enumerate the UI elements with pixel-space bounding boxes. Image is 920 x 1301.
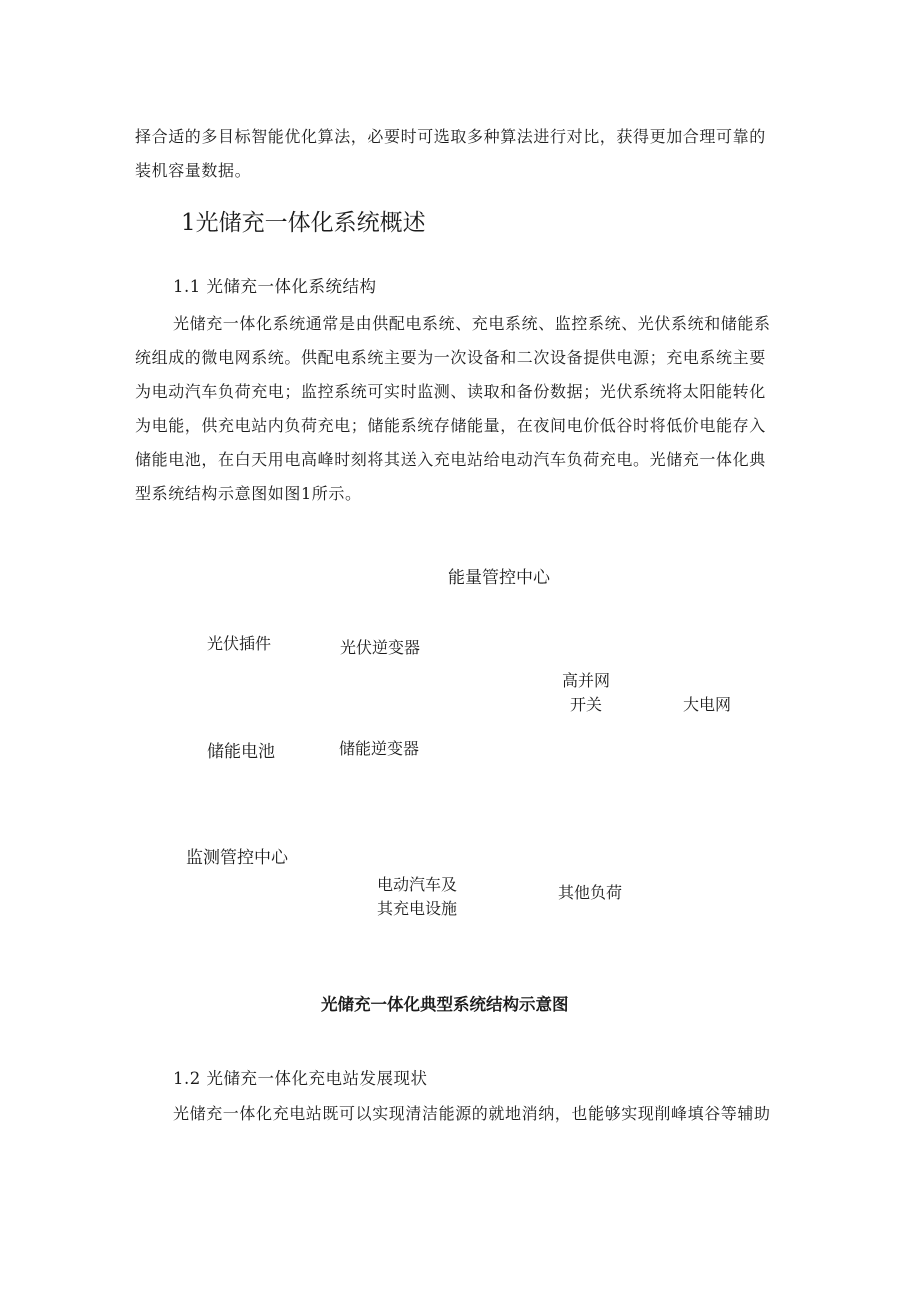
paragraph-line: 型系统结构示意图如图1所示。 [135, 484, 362, 503]
paragraph-line: 为电能，供充电站内负荷充电；储能系统存储能量，在夜间电价低谷时将低价电能存入 [135, 416, 766, 435]
battery-label: 储能电池 [207, 742, 275, 762]
paragraph-line: 统组成的微电网系统。供配电系统主要为一次设备和二次设备提供电源；充电系统主要 [135, 348, 766, 367]
intro-line-2: 装机容量数据。 [135, 161, 252, 180]
storage-inverter-label: 储能逆变器 [339, 739, 420, 758]
subsection-1-2-paragraph-line: 光储充一体化充电站既可以实现清洁能源的就地消纳，也能够实现削峰填谷等辅助 [173, 1104, 771, 1123]
pv-inverter-label: 光伏逆变器 [340, 638, 421, 657]
monitoring-center-label: 监测管控中心 [186, 848, 288, 868]
subsection-1-2-heading: 1.2 光储充一体化充电站发展现状 [173, 1069, 428, 1088]
ev-facility-label-line-1: 电动汽车及 [377, 875, 458, 894]
hv-switch-label-line-2: 开关 [570, 695, 603, 714]
pv-plugin-label: 光伏插件 [207, 634, 272, 653]
intro-line-1: 择合适的多目标智能优化算法，必要时可选取多种算法进行对比，获得更加合理可靠的 [135, 127, 766, 146]
hv-switch-label-line-1: 高并网 [562, 671, 611, 690]
grid-label: 大电网 [683, 695, 732, 714]
figure-caption: 光储充一体化典型系统结构示意图 [321, 995, 569, 1014]
section-1-heading: 1光储充一体化系统概述 [181, 210, 426, 236]
paragraph-line: 为电动汽车负荷充电；监控系统可实时监测、读取和备份数据；光伏系统将太阳能转化 [135, 382, 766, 401]
subsection-1-1-heading: 1.1 光储充一体化系统结构 [173, 277, 377, 296]
paragraph-line: 光储充一体化系统通常是由供配电系统、充电系统、监控系统、光伏系统和储能系 [173, 314, 771, 333]
other-load-label: 其他负荷 [558, 883, 623, 902]
ev-facility-label-line-2: 其充电设施 [377, 899, 458, 918]
paragraph-line: 储能电池，在白天用电高峰时刻将其送入充电站给电动汽车负荷充电。光储充一体化典 [135, 450, 766, 469]
energy-management-center-label: 能量管控中心 [448, 568, 550, 588]
